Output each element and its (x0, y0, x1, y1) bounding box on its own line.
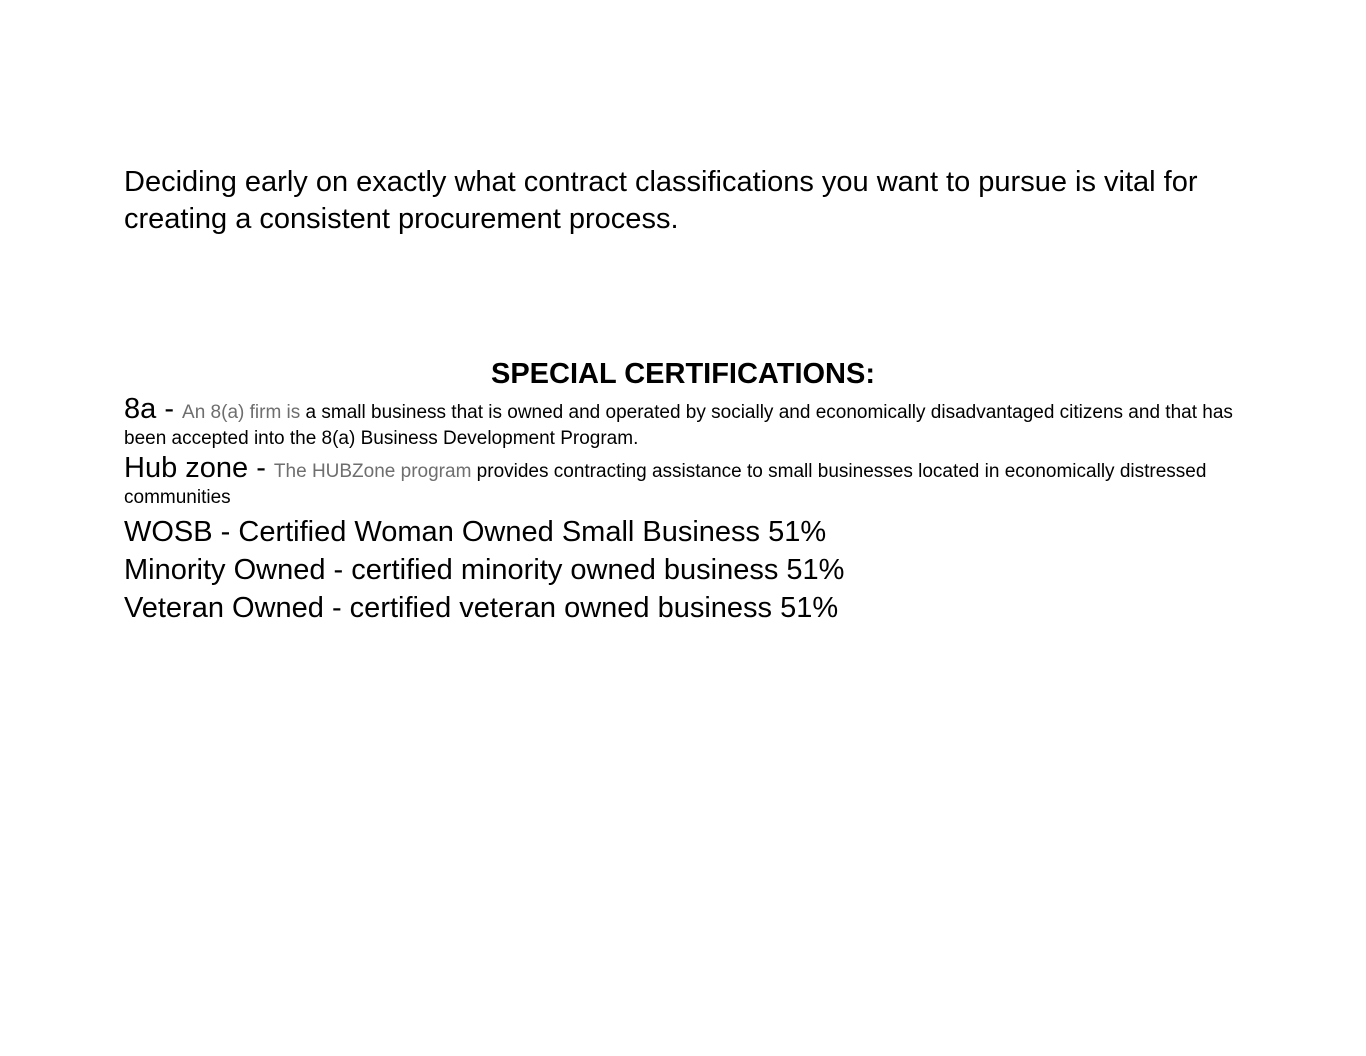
cert-veteran-owned: Veteran Owned - certified veteran owned business 51% (124, 592, 839, 624)
cert-minority-owned: Minority Owned - certified minority owned business 51% (124, 554, 845, 586)
cert-8a-description: a small business that is owned and operated by socially and economically disadvantaged citizens and that has been accepted into the 8(a) Business Development Program. (124, 402, 1233, 449)
cert-hub-zone-lead: Hub zone - (124, 452, 274, 484)
cert-8a (124, 393, 1234, 452)
cert-wosb: WOSB - Certified Woman Owned Small Business 51% (124, 516, 827, 548)
cert-8a-lead: 8a - (124, 393, 183, 425)
cert-hub-zone-description: provides contracting assistance to small businesses located in economically distressed communities (124, 461, 1207, 508)
cert-8a-link[interactable]: An 8(a) firm is (182, 402, 301, 423)
cert-hub-zone (124, 452, 1234, 511)
intro-paragraph: Deciding early on exactly what contract classifications you want to pursue is vital for creating a consistent procurement process. (124, 166, 1198, 235)
certifications-list (124, 393, 1234, 627)
section-heading: SPECIAL CERTIFICATIONS: (491, 358, 875, 390)
cert-hub-zone-link[interactable]: The HUBZone program (273, 461, 472, 482)
